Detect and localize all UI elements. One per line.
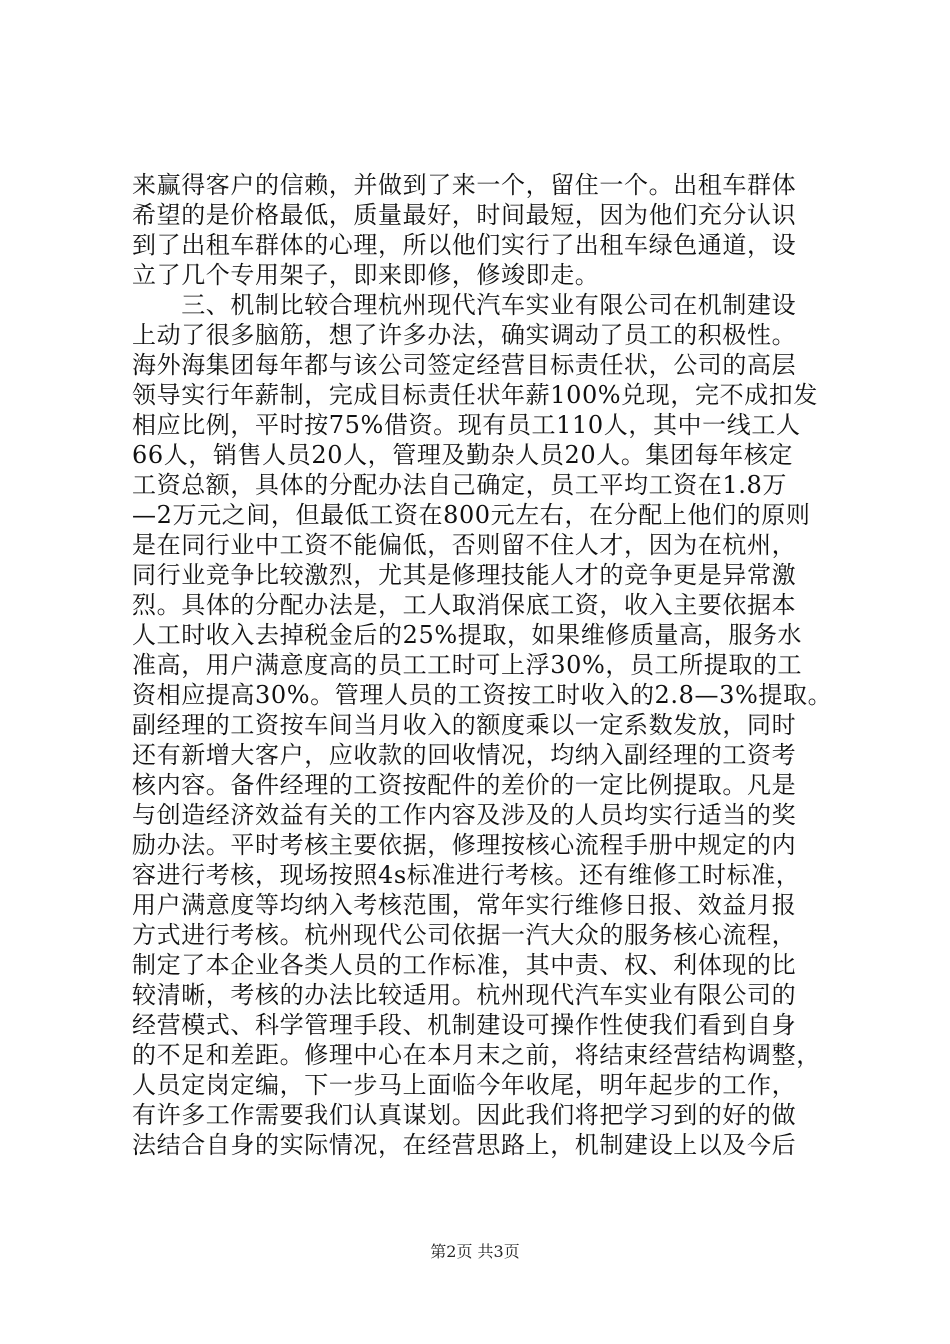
text-line: 准高，用户满意度高的员工工时可上浮30%，员工所提取的工 — [132, 651, 803, 679]
text-line: 较清晰，考核的办法比较适用。杭州现代汽车实业有限公司的 — [132, 981, 797, 1009]
page-number-footer: 第2页 共3页 — [430, 1242, 520, 1261]
text-line: 经营模式、科学管理手段、机制建设可操作性使我们看到自身 — [132, 1011, 797, 1039]
text-line: 来赢得客户的信赖，并做到了来一个，留住一个。出租车群体 — [132, 171, 797, 199]
text-line: 与创造经济效益有关的工作内容及涉及的人员均实行适当的奖 — [132, 801, 797, 829]
text-line: 励办法。平时考核主要依据，修理按核心流程手册中规定的内 — [132, 831, 797, 859]
text-line: 制定了本企业各类人员的工作标准，其中责、权、利体现的比 — [132, 951, 797, 979]
text-line: 是在同行业中工资不能偏低，否则留不住人才，因为在杭州， — [132, 531, 797, 559]
text-line: 还有新增大客户，应收款的回收情况，均纳入副经理的工资考 — [132, 741, 797, 769]
text-line: 三、机制比较合理杭州现代汽车实业有限公司在机制建设 — [132, 291, 797, 319]
text-line: 同行业竞争比较激烈，尤其是修理技能人才的竞争更是异常激 — [132, 561, 797, 589]
text-line: 人员定岗定编，下一步马上面临今年收尾，明年起步的工作， — [132, 1071, 797, 1099]
text-line: 核内容。备件经理的工资按配件的差价的一定比例提取。凡是 — [132, 771, 797, 799]
text-line: 用户满意度等均纳入考核范围，常年实行维修日报、效益月报 — [132, 891, 797, 919]
text-line: 副经理的工资按车间当月收入的额度乘以一定系数发放，同时 — [132, 711, 797, 739]
text-line: —2万元之间，但最低工资在800元左右，在分配上他们的原则 — [132, 501, 811, 529]
text-line: 相应比例，平时按75%借资。现有员工110人，其中一线工人 — [132, 411, 801, 439]
text-line: 立了几个专用架子，即来即修，修竣即走。 — [132, 261, 600, 289]
text-line: 海外海集团每年都与该公司签定经营目标责任状，公司的高层 — [132, 351, 797, 379]
text-line: 的不足和差距。修理中心在本月末之前，将结束经营结构调整， — [132, 1041, 821, 1069]
text-line: 方式进行考核。杭州现代公司依据一汽大众的服务核心流程， — [132, 921, 797, 949]
text-line: 有许多工作需要我们认真谋划。因此我们将把学习到的好的做 — [132, 1101, 797, 1129]
text-line: 法结合自身的实际情况，在经营思路上，机制建设上以及今后 — [132, 1131, 797, 1159]
text-line: 领导实行年薪制，完成目标责任状年薪100%兑现，完不成扣发 — [132, 381, 819, 409]
text-line: 66人，销售人员20人，管理及勤杂人员20人。集团每年核定 — [132, 441, 794, 469]
text-line: 希望的是价格最低，质量最好，时间最短，因为他们充分认识 — [132, 201, 797, 229]
text-line: 到了出租车群体的心理，所以他们实行了出租车绿色通道，设 — [132, 231, 797, 259]
body-text — [132, 170, 832, 1160]
text-line: 烈。具体的分配办法是，工人取消保底工资，收入主要依据本 — [132, 591, 797, 619]
text-line: 人工时收入去掉税金后的25%提取，如果维修质量高，服务水 — [132, 621, 803, 649]
text-line: 上动了很多脑筋，想了许多办法，确实调动了员工的积极性。 — [132, 321, 797, 349]
text-line: 工资总额，具体的分配办法自己确定，员工平均工资在1.8万 — [132, 471, 787, 499]
text-line: 资相应提高30%。管理人员的工资按工时收入的2.8—3%提取。 — [132, 681, 832, 709]
text-line: 容进行考核，现场按照4s标准进行考核。还有维修工时标准， — [132, 861, 801, 889]
